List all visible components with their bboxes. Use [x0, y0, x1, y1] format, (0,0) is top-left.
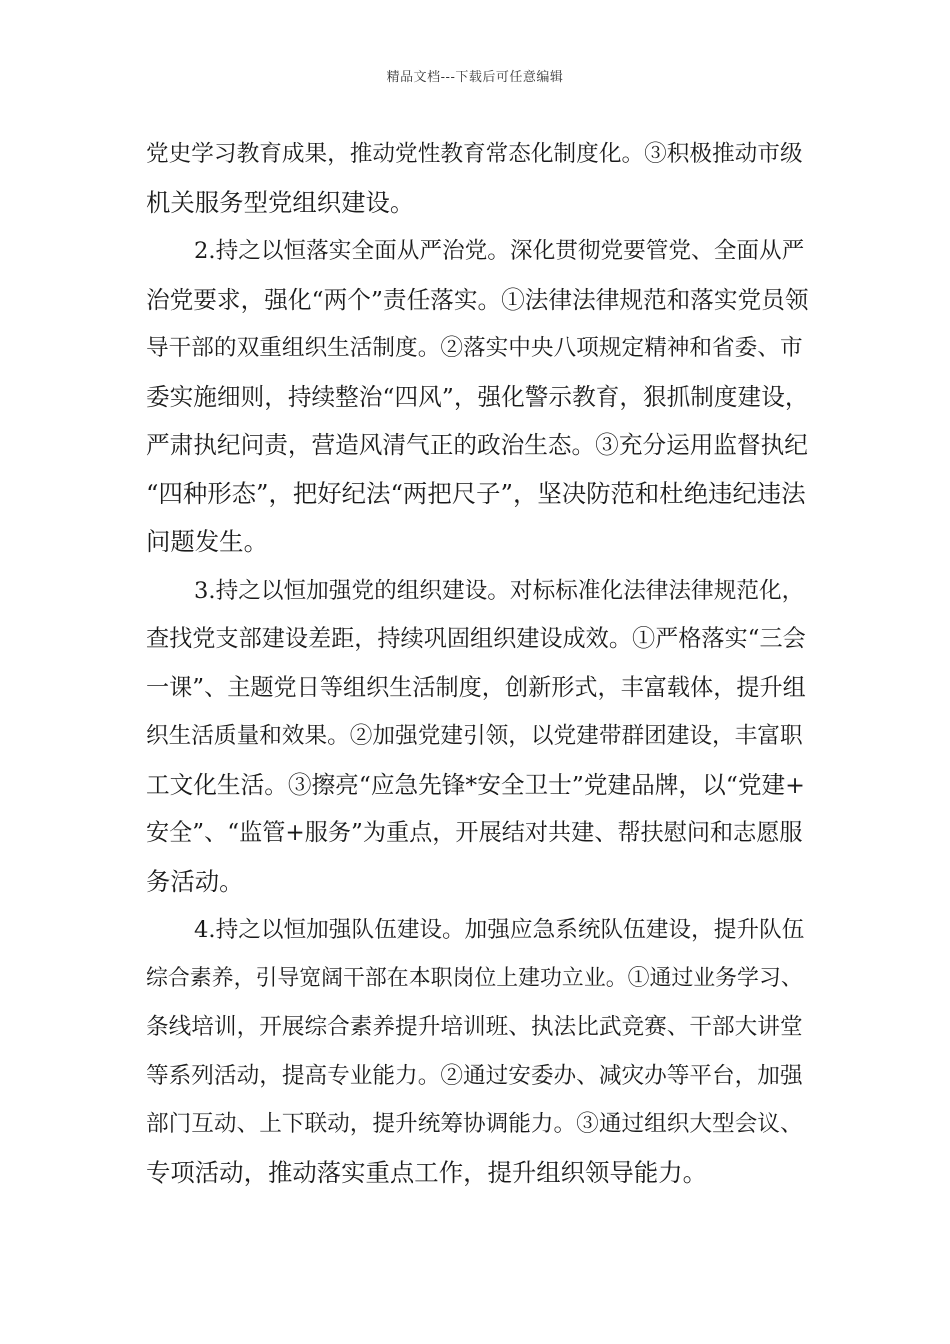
paragraph-line: 问题发生。	[146, 527, 268, 556]
paragraph-line: 综合素养，引导宽阔干部在本职岗位上建功立业。①通过业务学习、	[146, 965, 803, 991]
paragraph-line: 导干部的双重组织生活制度。②落实中央八项规定精神和省委、市	[146, 335, 803, 361]
paragraph-line: 机关服务型党组织建设。	[146, 187, 415, 217]
paragraph-line: 一课”、主题党日等组织生活制度，创新形式，丰富载体，提升组	[146, 674, 806, 701]
paragraph-line: 严肃执纪问责，营造风清气正的政治生态。③充分运用监督执纪	[146, 431, 808, 459]
paragraph-line: 治党要求，强化“两个”责任落实。①法律法律规范和落实党员领	[146, 285, 809, 314]
paragraph-first-line: 4.持之以恒加强队伍建设。加强应急系统队伍建设，提升队伍	[194, 917, 805, 943]
paragraph-line: 专项活动，推动落实重点工作，提升组织领导能力。	[146, 1157, 707, 1187]
paragraph-line: 务活动。	[146, 866, 244, 896]
paragraph-first-line: 2.持之以恒落实全面从严治党。深化贯彻党要管党、全面从严	[194, 238, 805, 264]
paragraph-first-line: 3.持之以恒加强党的组织建设。对标标准化法律法律规范化，	[194, 577, 805, 604]
paragraph-line: “四种形态”，把好纪法“两把尺子”，坚决防范和杜绝违纪违法	[146, 478, 806, 508]
paragraph-line: 等系列活动，提高专业能力。②通过安委办、减灾办等平台，加强	[146, 1062, 803, 1089]
paragraph-line: 安全”、“监管+服务”为重点，开展结对共建、帮扶慰问和志愿服	[146, 820, 803, 846]
paragraph-line: 查找党支部建设差距，持续巩固组织建设成效。①严格落实“三会	[146, 626, 806, 652]
paragraph-line: 织生活质量和效果。②加强党建引领，以党建带群团建设，丰富职	[146, 723, 803, 749]
page-header: 精品文档---下载后可任意编辑	[386, 70, 564, 85]
document-body	[146, 130, 808, 1197]
paragraph-line: 部门互动、上下联动，提升统筹协调能力。③通过组织大型会议、	[146, 1111, 803, 1137]
paragraph-line: 党史学习教育成果，推动党性教育常态化制度化。③积极推动市级	[146, 141, 803, 167]
paragraph-line: 委实施细则，持续整治“四风”，强化警示教育，狠抓制度建设，	[146, 382, 809, 411]
paragraph-line: 工文化生活。③擦亮“应急先锋*安全卫士”党建品牌，以“党建+	[146, 770, 805, 799]
paragraph-line: 条线培训，开展综合素养提升培训班、执法比武竞赛、干部大讲堂	[146, 1014, 803, 1040]
